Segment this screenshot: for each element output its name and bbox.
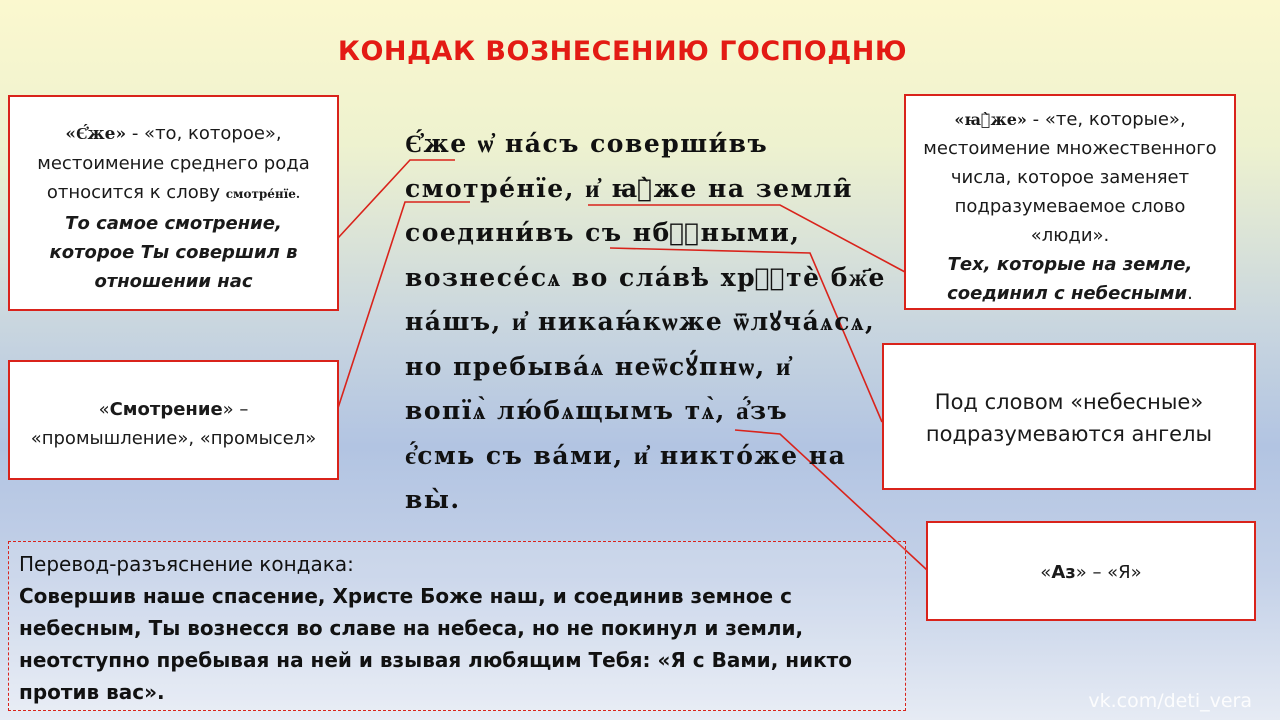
note-eje-word: смотре́нїе.: [225, 187, 301, 201]
slavonic-line: є҆́смь съ ва́ми, и҆ никто́же на: [405, 440, 847, 470]
note-az: «Аз» – «Я»: [926, 521, 1256, 621]
note-eje-meaning: - «то, которое»,: [131, 123, 282, 144]
note-eje-italic1: То самое смотрение,: [65, 213, 282, 234]
translation-body: Совершив наше спасение, Христе Боже наш, и соединив земное с небесным, Ты вознесся во славе на небеса, но не покинул и земли, неотступно пребывая на ней и взывая любящим Тебя: «Я с Вами, никто против вас».: [19, 584, 852, 704]
note-eje-line2: местоимение среднего рода: [37, 153, 310, 174]
slavonic-line: вы̀.: [405, 485, 461, 514]
slavonic-line: соедини́въ съ нбⷭ҇ными,: [405, 218, 801, 247]
note-iazhe-meaning: - «те, которые»,: [1032, 109, 1186, 130]
note-eje-italic3: отношении нас: [94, 271, 253, 292]
translation-box: [8, 541, 906, 711]
note-eje-line3: относится к слову: [46, 182, 220, 203]
slavonic-line: смотре́нїе, и҆ ꙗ҆̀же на земли̑: [405, 173, 853, 203]
translation-heading: Перевод-разъяснение кондака:: [19, 552, 354, 576]
note-eje: [8, 95, 339, 311]
note-eje-italic2: которое Ты совершил в: [49, 242, 298, 263]
slavonic-line: вопїѧ̀ лю́бѧщымъ тѧ̀, а҆́зъ: [405, 396, 789, 425]
watermark: vk.com/deti_vera: [1088, 690, 1252, 712]
slavonic-text: [405, 122, 886, 523]
slavonic-line: но пребыва́ѧ неѿсꙋ́пнѡ, и҆: [405, 351, 792, 381]
note-nebesnye-line2: подразумеваются ангелы: [925, 422, 1213, 446]
note-nebesnye-line1: Под словом «небесные»: [934, 390, 1204, 414]
note-az-term: Аз: [1051, 562, 1076, 583]
slavonic-line: вознесе́сѧ во сла́вѣ хрⷭ҇тѐ бж҃е: [405, 262, 886, 292]
note-iazhe: «ꙗ҆̀же» - «те, которые», местоимение множественного числа, которое заменяет подразумеваемое слово «люди». Тех, которые на земле, соединил с небесными.: [904, 94, 1236, 310]
note-smotrenie-term: Смотрение: [109, 399, 223, 420]
note-nebesnye: [882, 343, 1256, 490]
note-smotrenie: «Смотрение» – «промышление», «промысел»: [8, 360, 339, 480]
slavonic-line: на́шъ, и҆ никаꙗ́кѡже ѿлꙋча́ѧсѧ,: [405, 307, 876, 336]
note-smotrenie-meaning: «промышление», «промысел»: [30, 428, 317, 449]
slavonic-line: Є҆́же ѡ҆ на́съ соверши́въ: [405, 129, 769, 158]
note-eje-term: «Є҆́же»: [65, 124, 127, 144]
note-iazhe-term: «ꙗ҆̀же»: [954, 110, 1027, 129]
slide-title: КОНДАК ВОЗНЕСЕНИЮ ГОСПОДНЮ: [337, 36, 908, 67]
